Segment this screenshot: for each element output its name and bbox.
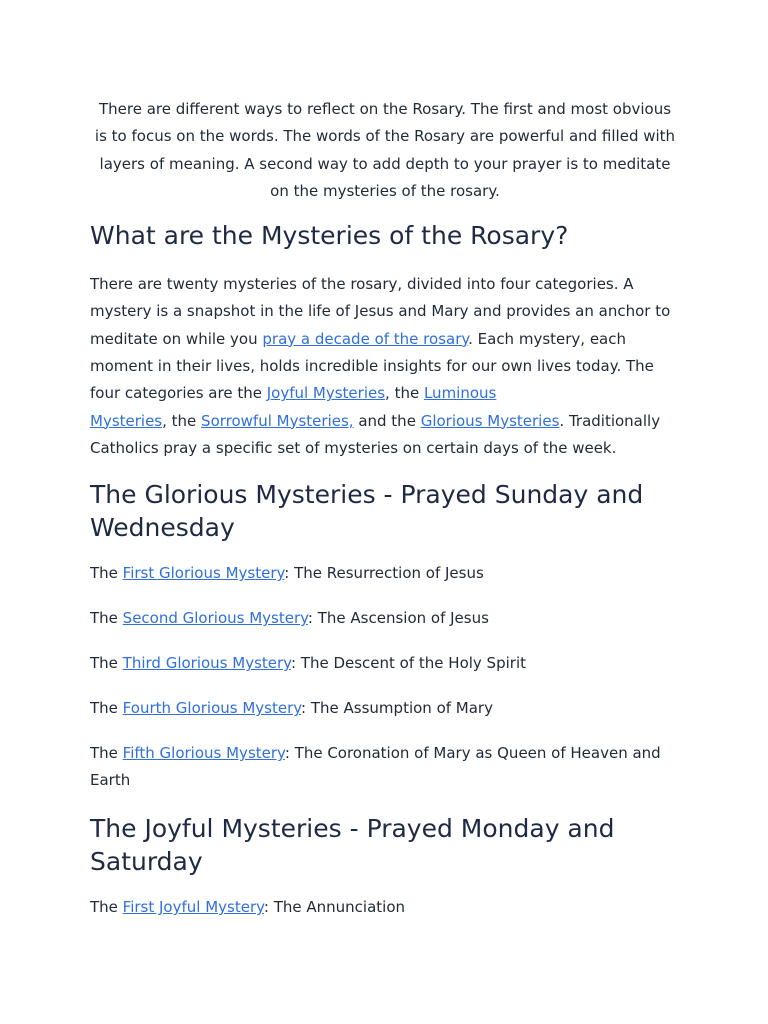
glorious-mystery-3-prefix: The	[90, 654, 123, 673]
luminous-mysteries-link-part1[interactable]: Luminous	[423, 384, 497, 403]
glorious-mystery-4	[90, 695, 680, 722]
mysteries-text-1: There are twenty mysteries of the rosary, divided into four categories. A mystery is a snapshot in the life of Jesus and Mary and provides an anchor to meditate on while you	[90, 275, 671, 348]
sorrowful-mysteries-link[interactable]: Sorrowful Mysteries,	[201, 411, 354, 430]
glorious-mystery-3-title: : The Descent of the Holy Spirit	[290, 654, 526, 673]
third-glorious-mystery-link[interactable]: Third Glorious Mystery	[122, 654, 291, 673]
luminous-mysteries-link-part2[interactable]: Mysteries	[90, 411, 163, 430]
glorious-mystery-2	[90, 605, 680, 632]
glorious-mystery-5	[90, 740, 680, 794]
first-joyful-mystery-link[interactable]: First Joyful Mystery	[122, 898, 264, 917]
glorious-mystery-1-prefix: The	[90, 564, 123, 583]
glorious-mystery-5-prefix: The	[90, 744, 123, 763]
joyful-mysteries-link[interactable]: Joyful Mysteries	[266, 384, 386, 403]
glorious-mystery-3	[90, 650, 680, 677]
glorious-mystery-2-prefix: The	[90, 609, 123, 628]
glorious-mystery-1	[90, 560, 680, 587]
glorious-mysteries-link[interactable]: Glorious Mysteries	[420, 411, 560, 430]
first-glorious-mystery-link[interactable]: First Glorious Mystery	[122, 564, 285, 583]
glorious-mystery-2-title: : The Ascension of Jesus	[307, 609, 489, 628]
mysteries-text-5: and the	[353, 411, 421, 430]
second-glorious-mystery-link[interactable]: Second Glorious Mystery	[122, 609, 308, 628]
joyful-mystery-1-title: : The Annunciation	[263, 898, 406, 917]
mysteries-heading: What are the Mysteries of the Rosary?	[90, 221, 569, 251]
mysteries-text-4: , the	[162, 411, 202, 430]
glorious-mystery-5-title: : The Coronation of Mary as Queen of Heaven and Earth	[90, 744, 661, 790]
glorious-mystery-4-title: : The Assumption of Mary	[301, 699, 493, 718]
glorious-mystery-1-title: : The Resurrection of Jesus	[284, 564, 484, 583]
mysteries-text-3: , the	[385, 384, 424, 403]
joyful-mystery-1	[90, 894, 680, 921]
intro-paragraph: There are different ways to reflect on the Rosary. The first and most obvious is to focus on the words. The words of the Rosary are powerful and filled with layers of meaning. A second way to add depth to your prayer is to meditate on the mysteries of the rosary.	[94, 100, 676, 200]
mysteries-text-6: . Traditionally Catholics pray a specific set of mysteries on certain days of the week.	[90, 411, 661, 457]
fifth-glorious-mystery-link[interactable]: Fifth Glorious Mystery	[122, 744, 285, 763]
fourth-glorious-mystery-link[interactable]: Fourth Glorious Mystery	[122, 699, 302, 718]
joyful-heading: The Joyful Mysteries - Prayed Monday and Saturday	[90, 814, 615, 877]
mysteries-text-2: . Each mystery, each moment in their lives, holds incredible insights for our own lives today. The four categories are the	[90, 329, 654, 403]
article-content	[90, 96, 680, 939]
pray-decade-link[interactable]: pray a decade of the rosary	[262, 329, 469, 348]
glorious-heading: The Glorious Mysteries - Prayed Sunday and Wednesday	[90, 480, 644, 543]
glorious-mystery-4-prefix: The	[90, 699, 123, 718]
mysteries-paragraph	[90, 271, 680, 462]
joyful-mystery-1-prefix: The	[90, 898, 123, 917]
